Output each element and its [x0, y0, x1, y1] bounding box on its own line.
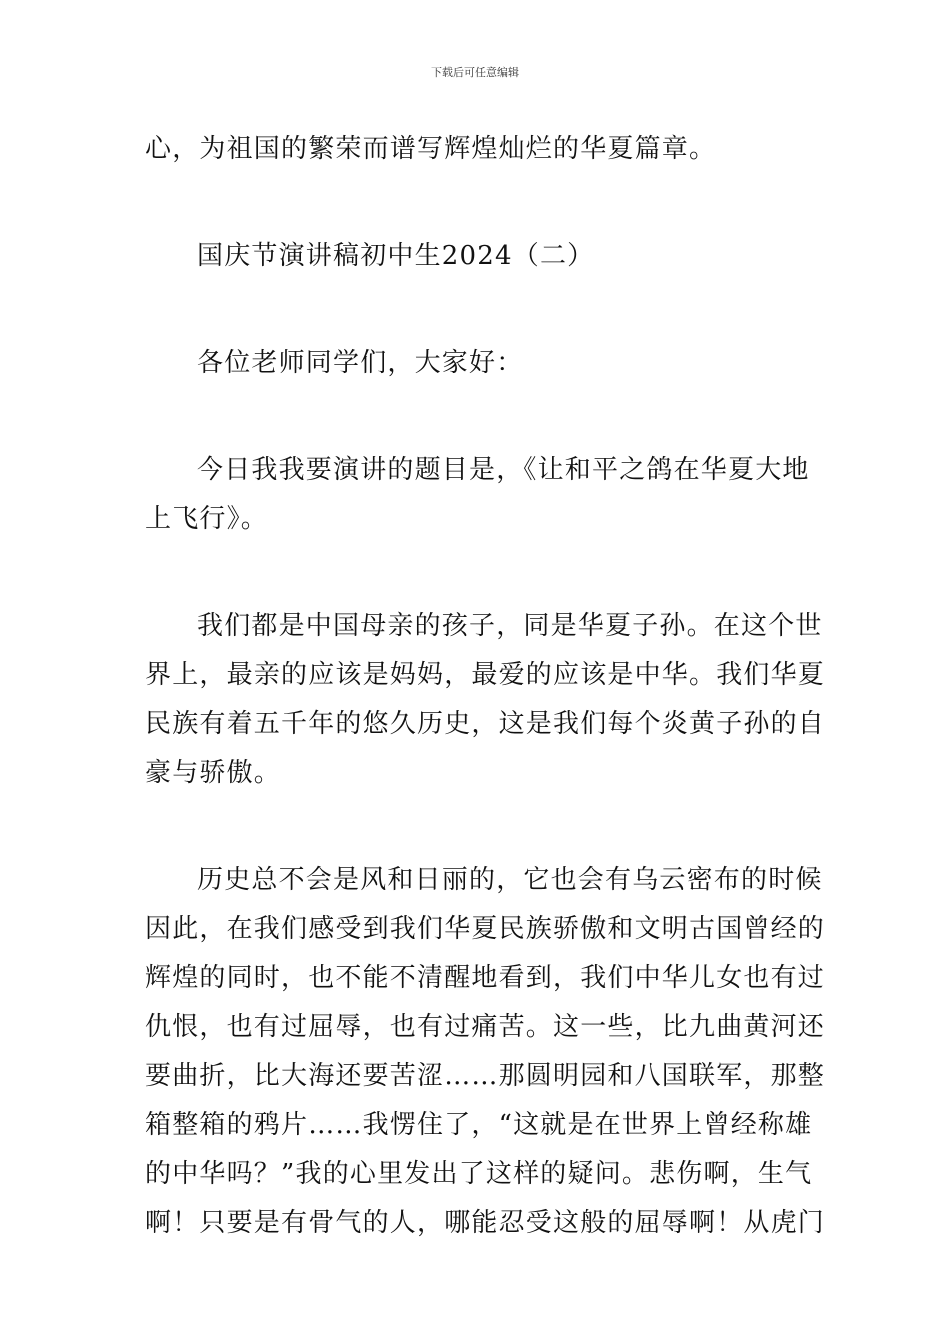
text-line: 因此，在我们感受到我们华夏民族骄傲和文明古国曾经的 [145, 914, 826, 944]
text-line: 国庆节演讲稿初中生2024（二） [197, 241, 595, 271]
text-line: 各位老师同学们，大家好： [197, 348, 524, 378]
greeting [145, 339, 810, 388]
page-header: 下载后可任意编辑 [431, 66, 519, 79]
text-line: 民族有着五千年的悠久历史，这是我们每个炎黄子孙的自 [145, 709, 826, 739]
paragraph-topic [145, 446, 810, 544]
text-line: 仇恨，也有过屈辱，也有过痛苦。这一些，比九曲黄河还 [145, 1012, 826, 1042]
text-line: 界上，最亲的应该是妈妈，最爱的应该是中华。我们华夏 [145, 660, 826, 690]
text-line: 心，为祖国的繁荣而谱写辉煌灿烂的华夏篇章。 [145, 134, 717, 164]
text-line: 今日我我要演讲的题目是，《让和平之鸽在华夏大地 [197, 455, 810, 485]
text-line: 豪与骄傲。 [145, 758, 282, 788]
section-title [145, 232, 810, 281]
text-line: 啊！只要是有骨气的人，哪能忍受这般的屈辱啊！从虎门 [145, 1208, 826, 1238]
text-line: 箱整箱的鸦片……我愣住了，“这就是在世界上曾经称雄 [145, 1110, 813, 1140]
paragraph-heritage [145, 602, 826, 798]
paragraph-continuation [145, 125, 810, 174]
document-body [145, 125, 826, 1248]
text-line: 要曲折，比大海还要苦涩……那圆明园和八国联军，那整 [145, 1061, 826, 1091]
text-line: 我们都是中国母亲的孩子，同是华夏子孙。在这个世 [197, 611, 823, 641]
text-line: 辉煌的同时，也不能不清醒地看到，我们中华儿女也有过 [145, 963, 826, 993]
paragraph-history [145, 856, 826, 1248]
text-line: 的中华吗？”我的心里发出了这样的疑问。悲伤啊，生气 [145, 1159, 813, 1189]
text-line: 历史总不会是风和日丽的，它也会有乌云密布的时候 [197, 865, 823, 895]
text-line: 上飞行》。 [145, 504, 269, 534]
